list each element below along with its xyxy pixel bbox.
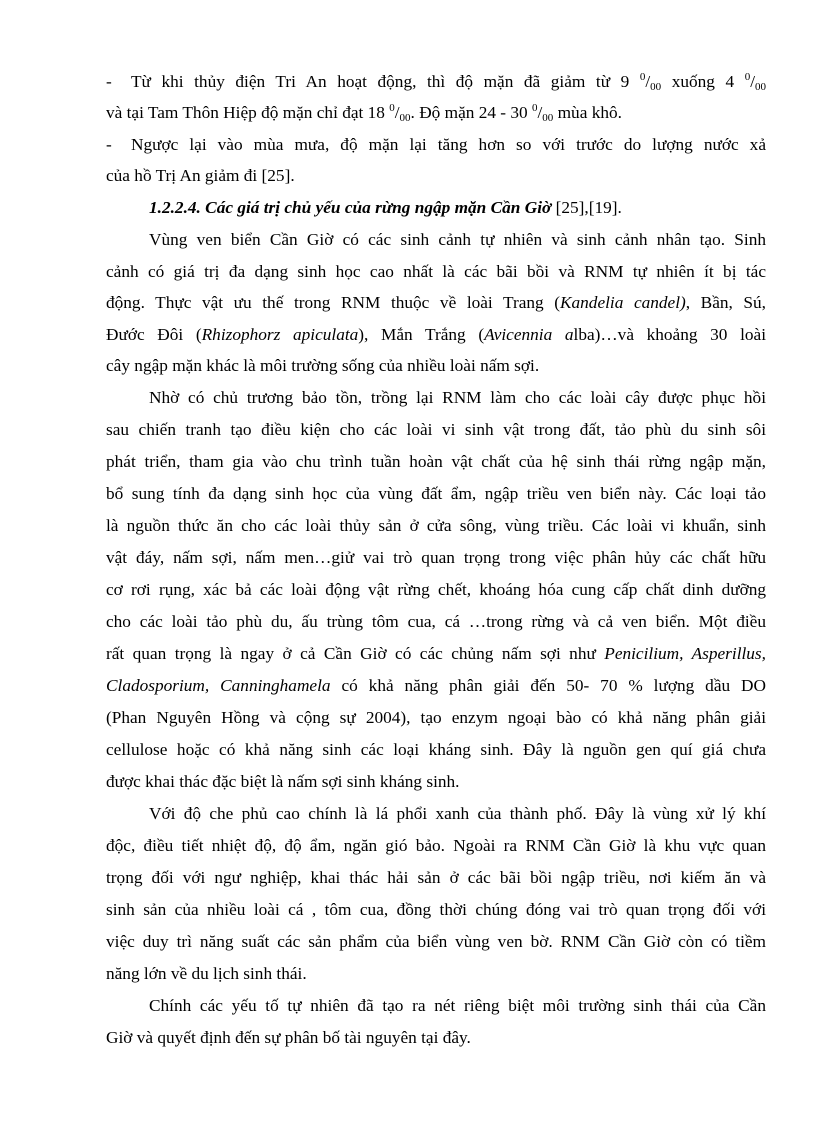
para1-line: cây ngập mặn khác là môi trường sống của nhiều loài nấm sợi.	[106, 356, 540, 375]
para3-line: năng lớn về du lịch sinh thái.	[106, 964, 307, 983]
para2-line: cho các loài tảo phù du, ấu trùng tôm cua, cá …trong rừng và cả ven biển. Một điều	[106, 612, 766, 631]
para2-line: cơ rơi rụng, xác bả các loài động vật rừng chết, khoáng hóa cung cấp chất dinh dưỡng	[106, 580, 766, 599]
para2-line: phát triển, tham gia vào chu trình tuần hoàn vật chất của hệ sinh thái rừng ngập mặn,	[106, 452, 766, 471]
para2-line: được khai thác đặc biệt là nấm sợi sinh kháng sinh.	[106, 772, 460, 791]
para1-line: Đước Đôi (Rhizophorz apiculata), Mắn Trắng (Avicennia alba)…và khoảng 30 loài	[106, 325, 766, 344]
para4-line: Chính các yếu tố tự nhiên đã tạo ra nét riêng biệt môi trường sinh thái của Cần	[149, 996, 766, 1015]
para2-line: sau chiến tranh tạo điều kiện cho các loài vi sinh vật trong đất, tảo phù du sinh sôi	[106, 420, 766, 439]
section-heading: 1.2.2.4. Các giá trị chủ yếu của rừng ngập mặn Cần Giờ [25],[19].	[149, 198, 622, 217]
bullet2-line1: Ngược lại vào mùa mưa, độ mặn lại tăng hơn so với trước do lượng nước xả	[131, 135, 766, 154]
para2-line: rất quan trọng là ngay ở cả Cần Giờ có các chủng nấm sợi như Penicilium, Asperillus,	[106, 644, 766, 663]
para3-line: độc, điều tiết nhiệt độ, độ ẩm, ngăn gió bảo. Ngoài ra RNM Cần Giờ là khu vực quan	[106, 836, 766, 855]
para1-line: động. Thực vật ưu thế trong RNM thuộc về loài Trang (Kandelia candel), Bần, Sú,	[106, 293, 766, 312]
para2-line: Nhờ có chủ trương bảo tồn, trồng lại RNM làm cho các loài cây được phục hồi	[149, 388, 766, 407]
para2-line: là nguồn thức ăn cho các loài thủy sản ở cửa sông, vùng triều. Các loài vi khuẩn, sinh	[106, 516, 766, 535]
para3-line: trọng đối với ngư nghiệp, khai thác hải sản ở các bãi bồi ngập triều, nơi kiếm ăn và	[106, 868, 766, 887]
para1-line: Vùng ven biển Cần Giờ có các sinh cảnh tự nhiên và sinh cảnh nhân tạo. Sinh	[149, 230, 766, 249]
para2-line: cellulose hoặc có khả năng sinh các loại kháng sinh. Đây là nguồn gen quí giá chưa	[106, 740, 766, 759]
para2-line: (Phan Nguyên Hồng và cộng sự 2004), tạo enzym ngoại bào có khả năng phân giải	[106, 708, 766, 727]
para2-line: Cladosporium, Canninghamela có khả năng phân giải đến 50- 70 % lượng dầu DO	[106, 676, 766, 695]
para3-line: việc duy trì năng suất các sản phẩm của biển vùng ven bờ. RNM Cần Giờ còn có tiềm	[106, 932, 766, 951]
bullet1-line1: Từ khi thủy điện Tri An hoạt động, thì độ mặn đã giảm từ 9 $^0/_{00}$ xuống 4 $^0/_{00}$	[131, 71, 766, 93]
para4-line: Giờ và quyết định đến sự phân bố tài nguyên tại đây.	[106, 1028, 471, 1047]
bullet-dash: -	[106, 135, 112, 154]
para1-line: cảnh có giá trị đa dạng sinh học cao nhất là các bãi bồi và RNM tự nhiên ít bị tác	[106, 262, 766, 281]
para2-line: vật đáy, nấm sợi, nấm men…giử vai trò quan trọng trong việc phân hủy các chất hữu	[106, 548, 766, 567]
bullet-dash: -	[106, 72, 112, 91]
bullet1-line2: và tại Tam Thôn Hiệp độ mặn chỉ đạt 18 $^0/_{00}$. Độ mặn 24 - 30 $^0/_{00}$ mùa khô.	[106, 102, 622, 124]
bullet2-line2: của hồ Trị An giảm đi [25].	[106, 166, 295, 185]
para3-line: sinh sản của nhiều loài cá , tôm cua, đồng thời chúng đóng vai trò quan trọng đối với	[106, 900, 766, 919]
para3-line: Với độ che phủ cao chính là lá phổi xanh của thành phố. Đây là vùng xử lý khí	[149, 804, 766, 823]
para2-line: bổ sung tính đa dạng sinh học của vùng đất ẩm, ngập triều ven biển này. Các loại tảo	[106, 484, 766, 503]
